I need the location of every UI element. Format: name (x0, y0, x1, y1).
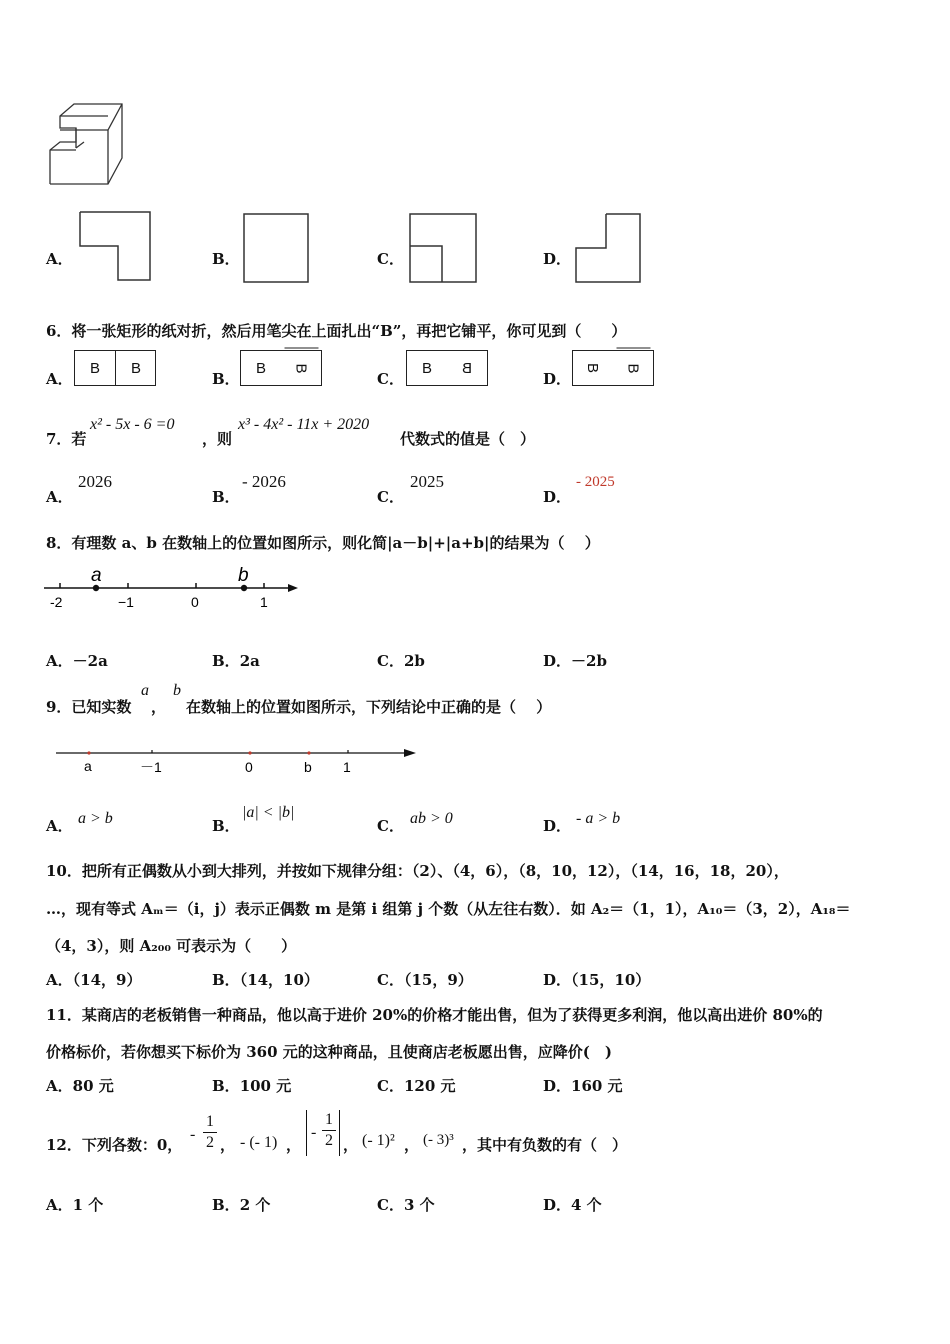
q11-line2: 价格标价，若你想买下标价为 360 元的这种商品，且使商店老板愿出售，应降价( ) (46, 1043, 612, 1061)
q11-option-c-label: C． (377, 1077, 404, 1095)
q12-item1-fraction (203, 1112, 217, 1153)
q5-solid-figure (44, 98, 130, 190)
q10-option-b[interactable] (212, 969, 319, 990)
q10-option-c[interactable] (377, 969, 473, 990)
q9-option-b-label: B． (212, 817, 240, 835)
q6-d-right-letter: B (617, 348, 651, 389)
q5-option-b-figure[interactable] (242, 212, 312, 284)
q8-label-b: b (238, 565, 249, 586)
q9-tick-a: a (84, 758, 92, 774)
q12-item3-num: 1 (322, 1110, 336, 1131)
q12-item1-num: 1 (203, 1112, 217, 1133)
q7-option-b-value[interactable]: - 2026 (242, 472, 286, 491)
q12-option-b-value: 2 个 (239, 1196, 271, 1214)
q6-a-left-letter: B (89, 359, 100, 377)
q9-tick-neg1: －1 (140, 759, 162, 775)
q11-option-a-label: A． (46, 1077, 73, 1095)
q10-option-b-label: B． (212, 971, 240, 989)
q7-option-d-label: D． (543, 488, 572, 506)
q8-stem: 8．有理数 a、b 在数轴上的位置如图所示，则化简|a－b|+|a+b|的结果为（ ） (46, 534, 600, 552)
q10-option-d-value: （15，10） (571, 971, 651, 989)
q7-option-c-value[interactable]: 2025 (410, 472, 444, 491)
q12-item1-den: 2 (206, 1134, 214, 1151)
q12-option-b-label: B． (212, 1196, 240, 1214)
q8-tick-1: 1 (260, 594, 268, 610)
q6-option-c-figure[interactable] (406, 350, 488, 386)
q12-item3-den: 2 (325, 1132, 333, 1149)
q10-line2: …，现有等式 Aₘ＝（i，j）表示正偶数 m 是第 i 组第 j 个数（从左往右数）．如 A₂＝（1，1），A₁₀＝（3，2），A₁₈＝ (46, 900, 851, 918)
q6-b-right-letter: B (285, 348, 319, 389)
q10-option-a-value: （14，9） (72, 971, 142, 989)
q8-label-a: a (91, 565, 102, 586)
q11-option-b[interactable] (212, 1075, 291, 1096)
q12-item3-abs-left (306, 1110, 307, 1156)
q8-option-b-label: B． (212, 652, 240, 670)
q12-prefix: 12．下列各数：0， (46, 1136, 183, 1154)
q8-option-a-value: －2a (72, 652, 108, 670)
q8-tick-neg1: −1 (118, 594, 134, 610)
q8-tick-neg2: -2 (50, 594, 63, 610)
q9-prefix: 9．已知实数 (46, 698, 132, 716)
q10-line1: 10．把所有正偶数从小到大排列，并按如下规律分组：（2）、（4，6），（8，10，12），（14，16，18，20）， (46, 862, 789, 880)
q9-point-0 (248, 751, 251, 754)
q7-option-a-label: A． (46, 488, 73, 506)
q10-option-a[interactable] (46, 969, 141, 990)
q9-option-d-label: D． (543, 817, 572, 835)
q12-option-a-value: 1 个 (72, 1196, 104, 1214)
q8-option-c[interactable] (377, 650, 425, 671)
q8-number-line (40, 562, 302, 614)
q5-option-a-figure[interactable] (78, 210, 154, 284)
q9-suffix: 在数轴上的位置如图所示，下列结论中正确的是（ ） (186, 698, 552, 716)
q12-option-d-label: D． (543, 1196, 572, 1214)
q10-line3: （4，3），则 A₂₀₀ 可表示为（ ） (46, 937, 297, 955)
q11-line1: 11．某商店的老板销售一种商品，他以高于进价 20%的价格才能出售，但为了获得更多利润，他以高出进价 80%的 (46, 1006, 823, 1024)
q8-option-b[interactable] (212, 650, 260, 671)
q5-option-a-label: A． (46, 250, 73, 268)
q6-option-b-label: B． (212, 370, 240, 388)
q7-option-c-label: C． (377, 488, 404, 506)
q5-option-c-label: C． (377, 250, 404, 268)
q11-option-d-value: 160 元 (571, 1077, 623, 1095)
q9-option-c-value[interactable]: ab > 0 (410, 810, 453, 827)
q8-option-a[interactable] (46, 650, 108, 671)
q12-item3-fraction (322, 1110, 336, 1151)
q6-option-a-label: A． (46, 370, 73, 388)
q11-option-b-label: B． (212, 1077, 240, 1095)
q8-option-b-value: 2a (239, 652, 260, 670)
q9-option-a-label: A． (46, 817, 73, 835)
q10-option-b-value: （14，10） (239, 971, 319, 989)
q7-option-b-label: B． (212, 488, 240, 506)
q12-option-d-value: 4 个 (571, 1196, 602, 1214)
q12-sep3: ， (343, 1136, 359, 1154)
q12-suffix: ，其中有负数的有（ ） (462, 1136, 628, 1154)
q9-tick-0: 0 (245, 759, 253, 775)
q8-option-c-label: C． (377, 652, 404, 670)
q12-option-c-value: 3 个 (403, 1196, 435, 1214)
q6-option-c-label: C． (377, 370, 404, 388)
q7-option-a-value[interactable]: 2026 (78, 472, 112, 491)
q12-option-c-label: C． (377, 1196, 404, 1214)
q10-option-d-label: D． (543, 971, 572, 989)
q11-option-a-value: 80 元 (72, 1077, 114, 1095)
q5-option-d-label: D． (543, 250, 572, 268)
q8-option-d-value: －2b (571, 652, 607, 670)
q9-option-d-value[interactable]: - a > b (576, 810, 621, 827)
q12-item5: (- 3)³ (423, 1132, 454, 1148)
q8-tick-0: 0 (191, 594, 199, 610)
q6-option-d-label: D． (543, 370, 572, 388)
q11-option-a[interactable] (46, 1075, 114, 1096)
q8-option-c-value: 2b (403, 652, 425, 670)
q7-suffix: 代数式的值是（ ） (400, 430, 536, 448)
q8-option-d-label: D． (543, 652, 572, 670)
q10-option-c-label: C． (377, 971, 404, 989)
q10-option-a-label: A． (46, 971, 73, 989)
q10-option-d[interactable] (543, 969, 650, 990)
q9-var-b: b (173, 682, 181, 699)
q11-option-c-value: 120 元 (403, 1077, 456, 1095)
q12-sep1: ， (220, 1136, 236, 1154)
q9-comma: ， (151, 698, 167, 716)
q6-d-left-letter: B (584, 362, 602, 373)
q12-item3-abs-right (339, 1110, 340, 1156)
q12-sep4: ， (404, 1136, 420, 1154)
q12-option-c[interactable] (377, 1194, 435, 1215)
q9-tick-b: b (304, 759, 312, 775)
q6-stem: 6．将一张矩形的纸对折，然后用笔尖在上面扎出“B”，再把它铺平，你可见到（ ） (46, 322, 627, 340)
q7-prefix: 7．若 (46, 430, 87, 448)
q12-item1-neg: - (190, 1126, 196, 1143)
q5-option-b-label: B． (212, 250, 240, 268)
q12-option-a[interactable] (46, 1194, 103, 1215)
q12-item2: - (- 1) (240, 1134, 278, 1151)
q7-mid: ，则 (202, 430, 233, 448)
q6-b-left-letter: B (255, 359, 266, 377)
q9-option-c-label: C． (377, 817, 404, 835)
q8-option-d[interactable] (543, 650, 607, 671)
q11-option-d-label: D． (543, 1077, 572, 1095)
q9-number-line (52, 740, 420, 780)
q9-point-b (307, 751, 310, 754)
q8-option-a-label: A． (46, 652, 73, 670)
q12-item3-neg: - (311, 1124, 317, 1141)
q12-sep2: ， (286, 1136, 302, 1154)
q11-option-b-value: 100 元 (239, 1077, 292, 1095)
q9-point-a (87, 751, 90, 754)
q6-c-left-letter: B (421, 359, 432, 377)
q5-option-d-figure[interactable] (574, 212, 644, 284)
q12-option-b[interactable] (212, 1194, 270, 1215)
q9-tick-1: 1 (343, 759, 351, 775)
q12-option-a-label: A． (46, 1196, 73, 1214)
q6-option-a-figure[interactable] (74, 350, 156, 386)
q9-var-a: a (141, 682, 149, 699)
q11-option-d[interactable] (543, 1075, 623, 1096)
q5-option-c-figure[interactable] (408, 212, 480, 284)
q6-option-b-figure[interactable] (240, 350, 322, 386)
q6-c-right-letter: B (447, 351, 488, 385)
q6-option-d-figure[interactable] (572, 350, 654, 386)
q11-option-c[interactable] (377, 1075, 456, 1096)
q9-option-b-value[interactable]: |a| < |b| (242, 804, 295, 821)
q12-item4: (- 1)² (362, 1132, 395, 1149)
q9-option-a-value[interactable]: a > b (78, 810, 113, 827)
q7-equation: x² - 5x - 6 =0 (90, 416, 175, 433)
q6-a-right-letter: B (115, 351, 156, 385)
q7-expression: x³ - 4x² - 11x + 2020 (238, 416, 370, 433)
q10-option-c-value: （15，9） (403, 971, 473, 989)
q7-option-d-value[interactable]: - 2025 (576, 474, 615, 490)
q12-option-d[interactable] (543, 1194, 602, 1215)
